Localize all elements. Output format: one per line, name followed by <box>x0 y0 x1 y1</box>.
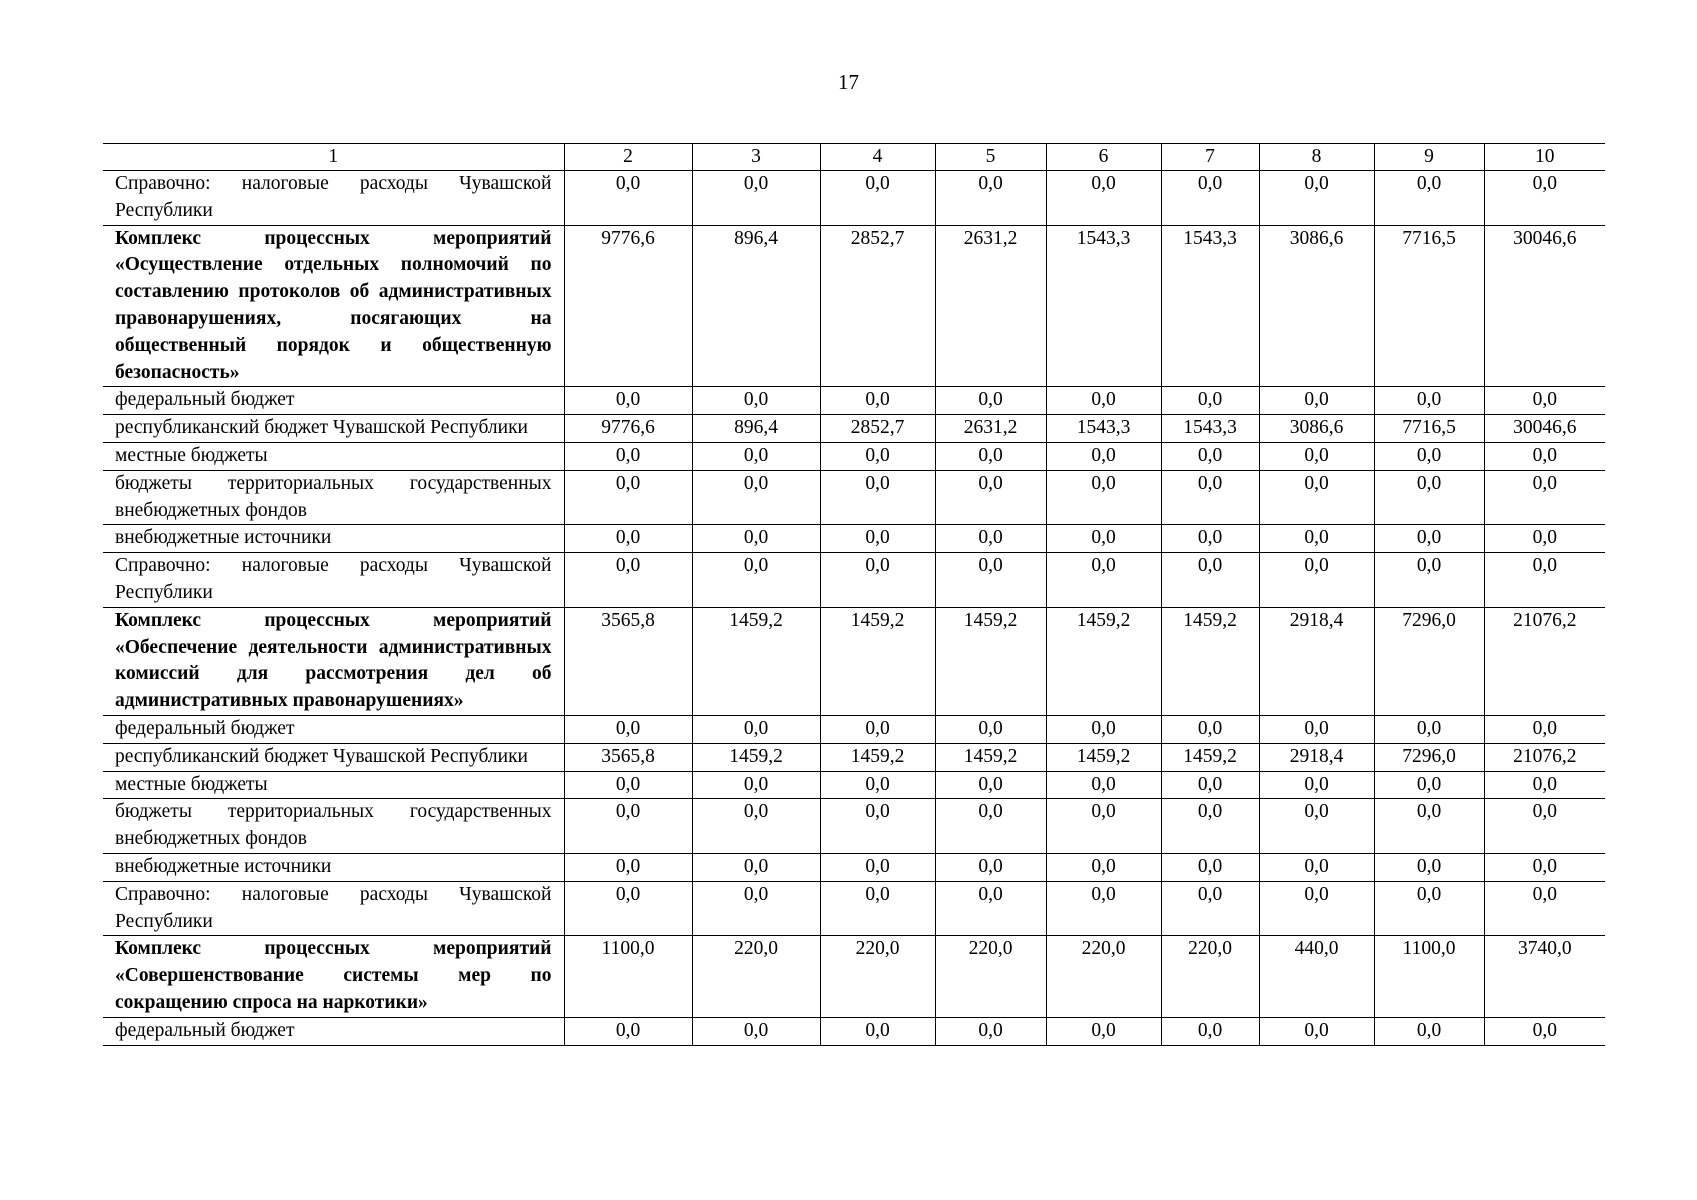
value-cell: 0,0 <box>1259 387 1374 415</box>
value-cell: 220,0 <box>1046 936 1161 1017</box>
value-cell: 0,0 <box>935 799 1046 854</box>
value-cell: 7716,5 <box>1374 225 1484 387</box>
table-row <box>103 743 1605 771</box>
value-cell: 0,0 <box>564 715 692 743</box>
value-cell: 0,0 <box>1484 442 1605 470</box>
value-cell: 0,0 <box>1161 171 1259 226</box>
row-label: бюджеты территориальных государственных внебюджетных фондов <box>103 799 564 854</box>
value-cell: 0,0 <box>820 553 935 608</box>
budget-table <box>103 143 1605 1046</box>
value-cell: 3086,6 <box>1259 415 1374 443</box>
value-cell: 0,0 <box>1259 1017 1374 1045</box>
value-cell: 0,0 <box>1259 881 1374 936</box>
header-cell: 3 <box>692 144 820 171</box>
row-label: Комплекс процессных мероприятий «Совершенствование системы мер по сокращению спроса на наркотики» <box>103 936 564 1017</box>
row-label: внебюджетные источники <box>103 525 564 553</box>
value-cell: 2852,7 <box>820 225 935 387</box>
value-cell: 0,0 <box>692 470 820 525</box>
value-cell: 0,0 <box>692 553 820 608</box>
value-cell: 7716,5 <box>1374 415 1484 443</box>
table-header-row <box>103 144 1605 171</box>
value-cell: 0,0 <box>935 881 1046 936</box>
value-cell: 0,0 <box>1046 470 1161 525</box>
table-row <box>103 470 1605 525</box>
value-cell: 0,0 <box>1484 771 1605 799</box>
value-cell: 0,0 <box>820 387 935 415</box>
value-cell: 0,0 <box>820 525 935 553</box>
value-cell: 0,0 <box>1046 799 1161 854</box>
value-cell: 0,0 <box>692 1017 820 1045</box>
value-cell: 1459,2 <box>1161 607 1259 715</box>
value-cell: 0,0 <box>1484 470 1605 525</box>
value-cell: 0,0 <box>935 1017 1046 1045</box>
value-cell: 0,0 <box>820 881 935 936</box>
value-cell: 0,0 <box>1484 715 1605 743</box>
value-cell: 0,0 <box>1046 715 1161 743</box>
table-row <box>103 525 1605 553</box>
value-cell: 0,0 <box>692 771 820 799</box>
value-cell: 0,0 <box>820 1017 935 1045</box>
value-cell: 0,0 <box>1374 1017 1484 1045</box>
value-cell: 0,0 <box>1484 799 1605 854</box>
value-cell: 0,0 <box>1484 387 1605 415</box>
value-cell: 1543,3 <box>1046 415 1161 443</box>
value-cell: 896,4 <box>692 225 820 387</box>
value-cell: 1543,3 <box>1161 415 1259 443</box>
row-label: республиканский бюджет Чувашской Республики <box>103 743 564 771</box>
value-cell: 440,0 <box>1259 936 1374 1017</box>
value-cell: 0,0 <box>692 387 820 415</box>
value-cell: 0,0 <box>1161 881 1259 936</box>
row-label: местные бюджеты <box>103 442 564 470</box>
value-cell: 1459,2 <box>1161 743 1259 771</box>
value-cell: 0,0 <box>564 553 692 608</box>
value-cell: 0,0 <box>1046 1017 1161 1045</box>
value-cell: 0,0 <box>564 470 692 525</box>
page-number: 17 <box>838 70 859 94</box>
value-cell: 0,0 <box>1161 771 1259 799</box>
value-cell: 0,0 <box>935 525 1046 553</box>
value-cell: 220,0 <box>935 936 1046 1017</box>
value-cell: 0,0 <box>1161 525 1259 553</box>
value-cell: 0,0 <box>1161 470 1259 525</box>
value-cell: 2631,2 <box>935 415 1046 443</box>
value-cell: 0,0 <box>935 771 1046 799</box>
value-cell: 2918,4 <box>1259 743 1374 771</box>
value-cell: 0,0 <box>1259 470 1374 525</box>
value-cell: 0,0 <box>1259 553 1374 608</box>
table-row <box>103 553 1605 608</box>
value-cell: 0,0 <box>1161 553 1259 608</box>
row-label: федеральный бюджет <box>103 387 564 415</box>
value-cell: 9776,6 <box>564 415 692 443</box>
value-cell: 0,0 <box>820 771 935 799</box>
row-label: Справочно: налоговые расходы Чувашской Республики <box>103 553 564 608</box>
table-row <box>103 415 1605 443</box>
value-cell: 0,0 <box>1161 853 1259 881</box>
value-cell: 3086,6 <box>1259 225 1374 387</box>
header-cell: 10 <box>1484 144 1605 171</box>
value-cell: 0,0 <box>1046 853 1161 881</box>
value-cell: 1459,2 <box>1046 607 1161 715</box>
value-cell: 0,0 <box>692 799 820 854</box>
value-cell: 0,0 <box>1374 387 1484 415</box>
table-row <box>103 799 1605 854</box>
value-cell: 0,0 <box>1484 171 1605 226</box>
value-cell: 0,0 <box>935 442 1046 470</box>
value-cell: 0,0 <box>1161 715 1259 743</box>
value-cell: 0,0 <box>820 470 935 525</box>
row-label: федеральный бюджет <box>103 1017 564 1045</box>
value-cell: 0,0 <box>820 853 935 881</box>
value-cell: 30046,6 <box>1484 225 1605 387</box>
value-cell: 0,0 <box>935 715 1046 743</box>
value-cell: 0,0 <box>564 442 692 470</box>
value-cell: 0,0 <box>935 553 1046 608</box>
value-cell: 896,4 <box>692 415 820 443</box>
value-cell: 2852,7 <box>820 415 935 443</box>
header-cell: 7 <box>1161 144 1259 171</box>
row-label: внебюджетные источники <box>103 853 564 881</box>
row-label: местные бюджеты <box>103 771 564 799</box>
header-cell: 1 <box>103 144 564 171</box>
row-label: Справочно: налоговые расходы Чувашской Республики <box>103 881 564 936</box>
row-label: республиканский бюджет Чувашской Республики <box>103 415 564 443</box>
value-cell: 0,0 <box>1374 553 1484 608</box>
value-cell: 0,0 <box>1259 442 1374 470</box>
value-cell: 1100,0 <box>564 936 692 1017</box>
value-cell: 0,0 <box>692 442 820 470</box>
value-cell: 0,0 <box>1046 881 1161 936</box>
header-cell: 6 <box>1046 144 1161 171</box>
value-cell: 3565,8 <box>564 607 692 715</box>
value-cell: 0,0 <box>1259 171 1374 226</box>
value-cell: 0,0 <box>820 442 935 470</box>
value-cell: 0,0 <box>1046 442 1161 470</box>
value-cell: 0,0 <box>935 853 1046 881</box>
table-body <box>103 144 1605 1046</box>
value-cell: 0,0 <box>692 171 820 226</box>
header-cell: 2 <box>564 144 692 171</box>
value-cell: 2918,4 <box>1259 607 1374 715</box>
value-cell: 0,0 <box>1374 525 1484 553</box>
value-cell: 0,0 <box>1484 853 1605 881</box>
value-cell: 0,0 <box>1374 715 1484 743</box>
value-cell: 0,0 <box>935 171 1046 226</box>
value-cell: 0,0 <box>1161 442 1259 470</box>
value-cell: 0,0 <box>1374 881 1484 936</box>
value-cell: 0,0 <box>1046 525 1161 553</box>
table-row <box>103 607 1605 715</box>
table-row <box>103 387 1605 415</box>
value-cell: 0,0 <box>1259 771 1374 799</box>
value-cell: 0,0 <box>1259 525 1374 553</box>
value-cell: 0,0 <box>692 881 820 936</box>
value-cell: 1543,3 <box>1046 225 1161 387</box>
value-cell: 1459,2 <box>935 607 1046 715</box>
value-cell: 0,0 <box>692 715 820 743</box>
value-cell: 0,0 <box>564 881 692 936</box>
table-row <box>103 225 1605 387</box>
value-cell: 0,0 <box>1374 470 1484 525</box>
value-cell: 0,0 <box>820 799 935 854</box>
value-cell: 0,0 <box>1484 525 1605 553</box>
value-cell: 0,0 <box>1259 799 1374 854</box>
table-row <box>103 881 1605 936</box>
value-cell: 0,0 <box>1484 881 1605 936</box>
value-cell: 1459,2 <box>820 607 935 715</box>
value-cell: 0,0 <box>1161 799 1259 854</box>
value-cell: 1459,2 <box>935 743 1046 771</box>
value-cell: 0,0 <box>1259 715 1374 743</box>
table-row <box>103 771 1605 799</box>
value-cell: 2631,2 <box>935 225 1046 387</box>
value-cell: 0,0 <box>1374 799 1484 854</box>
value-cell: 0,0 <box>1484 553 1605 608</box>
value-cell: 0,0 <box>1484 1017 1605 1045</box>
value-cell: 0,0 <box>1161 1017 1259 1045</box>
value-cell: 7296,0 <box>1374 607 1484 715</box>
value-cell: 0,0 <box>692 853 820 881</box>
value-cell: 1459,2 <box>692 607 820 715</box>
value-cell: 220,0 <box>820 936 935 1017</box>
value-cell: 0,0 <box>564 1017 692 1045</box>
value-cell: 0,0 <box>564 853 692 881</box>
value-cell: 7296,0 <box>1374 743 1484 771</box>
value-cell: 1459,2 <box>1046 743 1161 771</box>
value-cell: 0,0 <box>1046 553 1161 608</box>
value-cell: 0,0 <box>1046 171 1161 226</box>
value-cell: 0,0 <box>820 715 935 743</box>
row-label: Справочно: налоговые расходы Чувашской Республики <box>103 171 564 226</box>
header-cell: 8 <box>1259 144 1374 171</box>
value-cell: 0,0 <box>1259 853 1374 881</box>
value-cell: 0,0 <box>1374 853 1484 881</box>
value-cell: 0,0 <box>1374 171 1484 226</box>
header-cell: 5 <box>935 144 1046 171</box>
value-cell: 0,0 <box>1046 387 1161 415</box>
table-row <box>103 1017 1605 1045</box>
value-cell: 1543,3 <box>1161 225 1259 387</box>
value-cell: 0,0 <box>564 771 692 799</box>
value-cell: 0,0 <box>564 799 692 854</box>
table-row <box>103 853 1605 881</box>
value-cell: 0,0 <box>1374 771 1484 799</box>
row-label: бюджеты территориальных государственных внебюджетных фондов <box>103 470 564 525</box>
value-cell: 0,0 <box>1161 387 1259 415</box>
value-cell: 9776,6 <box>564 225 692 387</box>
value-cell: 21076,2 <box>1484 743 1605 771</box>
value-cell: 30046,6 <box>1484 415 1605 443</box>
value-cell: 0,0 <box>692 525 820 553</box>
value-cell: 0,0 <box>564 171 692 226</box>
value-cell: 0,0 <box>1374 442 1484 470</box>
row-label: Комплекс процессных мероприятий «Обеспечение деятельности административных комиссий для рассмотрения дел об административных правонарушениях» <box>103 607 564 715</box>
value-cell: 220,0 <box>1161 936 1259 1017</box>
value-cell: 0,0 <box>935 470 1046 525</box>
value-cell: 0,0 <box>564 387 692 415</box>
row-label: федеральный бюджет <box>103 715 564 743</box>
header-cell: 9 <box>1374 144 1484 171</box>
value-cell: 0,0 <box>564 525 692 553</box>
value-cell: 1459,2 <box>692 743 820 771</box>
value-cell: 0,0 <box>935 387 1046 415</box>
table-row <box>103 936 1605 1017</box>
table-row <box>103 442 1605 470</box>
value-cell: 0,0 <box>820 171 935 226</box>
value-cell: 0,0 <box>1046 771 1161 799</box>
table-row <box>103 171 1605 226</box>
value-cell: 3565,8 <box>564 743 692 771</box>
table-row <box>103 715 1605 743</box>
value-cell: 1459,2 <box>820 743 935 771</box>
value-cell: 3740,0 <box>1484 936 1605 1017</box>
header-cell: 4 <box>820 144 935 171</box>
row-label: Комплекс процессных мероприятий «Осуществление отдельных полномочий по составлению протоколов об административных правонарушениях, посягающих на общественный порядок и общественную безопасность» <box>103 225 564 387</box>
value-cell: 220,0 <box>692 936 820 1017</box>
value-cell: 21076,2 <box>1484 607 1605 715</box>
value-cell: 1100,0 <box>1374 936 1484 1017</box>
